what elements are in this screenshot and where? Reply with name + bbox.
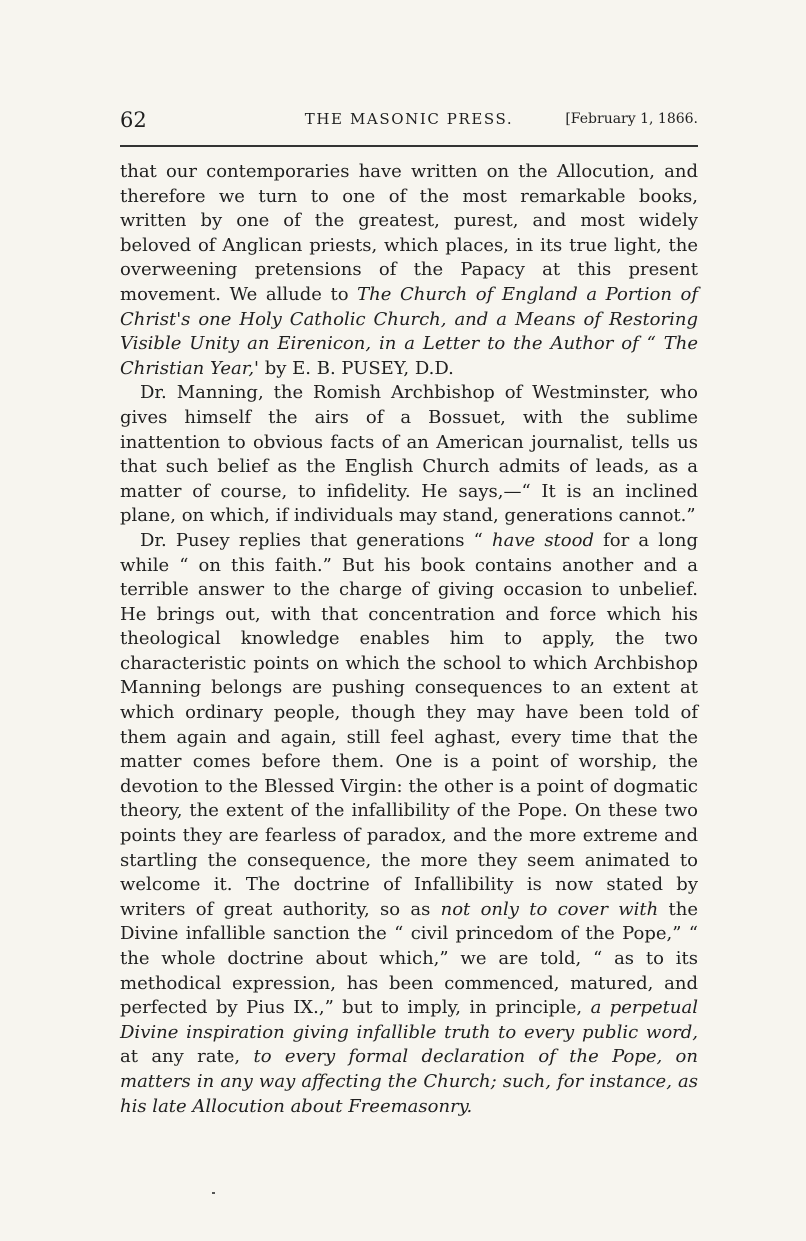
paragraph-2: [120, 381, 698, 529]
text-segment: not only to cover with: [440, 898, 659, 920]
text-segment: at any rate,: [120, 1046, 254, 1068]
text-segment: The Church of England a Portion of Christ's one Holy Catholic Church, and a Means of Restoring Visible Unity an Eirenicon, in a Letter to the Author of “ The Christian Year,': [120, 283, 699, 379]
text-segment: that our contemporaries have written on the Allocution, and therefore we turn to one of the most remarkable books, written by one of the greatest, purest, and most widely beloved of Anglican priests, which places, in its true light, the overweening pretensions of the Papacy at this present movement. We allude to: [120, 161, 698, 305]
article-body: [120, 160, 698, 1119]
page-header: [120, 108, 698, 142]
page-number: 62: [120, 108, 147, 132]
ink-speck: [212, 1192, 215, 1194]
text-segment: for a long while “ on this faith.” But his book contains another and a terrible answer to the charge of giving occasion to unbelief. He brings out, with that concentration and force which his theological knowledge enables him to apply, the two characteristic points on which the school to which Archbishop Manning belongs are pushing consequences to an extent at which ordinary people, though they may have been told of them again and again, still feel aghast, every time that the matter comes before them. One is a point of worship, the devotion to the Blessed Virgin: the other is a point of dogmatic theory, the extent of the infallibility of the Pope. On these two points they are fearless of paradox, and the more extreme and startling the consequence, the more they seem animated to welcome it. The doctrine of Infallibility is now stated by writers of great authority, so as: [120, 529, 698, 920]
text-segment: the Divine infallible sanction the “ civil princedom of the Pope,” “ the whole doctrine about which,” we are told, “ as to its methodical expression, has been commenced, matured, and perfected by Pius IX.,” but to imply, in principle,: [120, 898, 698, 1019]
paragraph-1: [120, 160, 698, 381]
issue-date: [February 1, 1866.: [565, 111, 698, 127]
text-segment: Dr. Pusey replies that generations “: [140, 529, 493, 551]
text-segment: Dr. Manning, the Romish Archbishop of Westminster, who gives himself the airs of a Bossuet, with the sublime inattention to obvious facts of an American journalist, tells us that such belief as the English Church admits of leads, as a matter of course, to infidelity. He says,—“ It is an inclined plane, on which, if individuals may stand, generations cannot.”: [120, 382, 698, 527]
header-rule: [120, 145, 698, 147]
running-title: THE MASONIC PRESS.: [304, 110, 514, 128]
text-segment: by E. B. PUSEY, D.D.: [259, 357, 454, 379]
paragraph-3: [120, 529, 698, 1119]
text-segment: have stood: [492, 529, 594, 551]
text-segment: a perpetual Divine inspiration giving infallible truth to every public word,: [120, 997, 698, 1043]
text-segment: to every formal declaration of the Pope, on matters in any way affecting the Church; such, for instance, as his late Allocution about Freemasonry.: [120, 1046, 698, 1117]
